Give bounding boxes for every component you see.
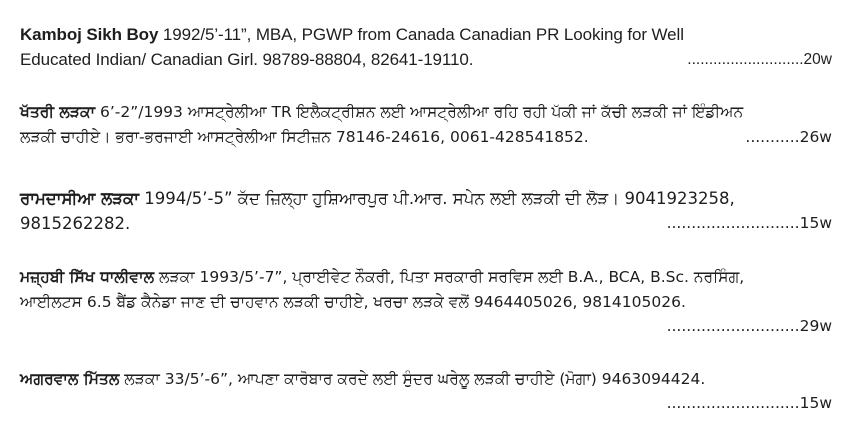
ad-price: ...........................15w [666, 394, 832, 412]
ad-text: 6’-2”/1993 ਆਸਟ੍ਰੇਲੀਆ TR ਇਲੈਕਟ੍ਰੀਸ਼ਨ ਲਈ ਆਸਟ੍ਰੇਲੀਆ ਰਹਿ ਰਹੀ ਪੱਕੀ ਜਾਂ ਕੱਚੀ ਲੜਕੀ ਜਾਂ ਇੰਡੀਅਨ [95, 103, 744, 121]
ad-name: Kamboj Sikh Boy [20, 25, 159, 44]
ad-price: ...........................15w [666, 214, 832, 232]
ad-line-1 [20, 100, 832, 125]
ad-price: ...........................20w [687, 51, 832, 68]
ad-name: ਖੱਤਰੀ ਲੜਕਾ [20, 103, 96, 121]
ad-line-1 [20, 186, 832, 211]
ad-line-2: 9815262282. [20, 214, 131, 233]
ad-text: 1994/5’-5” ਕੱਦ ਜ਼ਿਲ੍ਹਾ ਹੁਸ਼ਿਆਰਪੁਰ ਪੀ.ਆਰ. ਸਪੇਨ ਲਈ ਲੜਕੀ ਦੀ ਲੋੜ। 9041923258, [139, 189, 735, 208]
ad-name: ਮਜ਼੍ਹਬੀ ਸਿੱਖ ਧਾਲੀਵਾਲ [20, 268, 155, 286]
ad-listing [20, 100, 832, 150]
ad-name: ਅਗਰਵਾਲ ਮਿੱਤਲ [20, 370, 120, 388]
ad-listing [20, 367, 832, 414]
ad-price: ...........................29w [666, 317, 832, 335]
ad-line-2: ਆਈਲਟਸ 6.5 ਬੈਂਡ ਕੈਨੇਡਾ ਜਾਣ ਦੀ ਚਾਹਵਾਨ ਲੜਕੀ ਚਾਹੀਏ, ਖਰਚਾ ਲੜਕੇ ਵਲੋਂ 9464405026, 9814105026. [20, 293, 686, 311]
ad-price: ...........26w [745, 128, 832, 146]
ad-text: ਲੜਕਾ 1993/5’-7”, ਪ੍ਰਾਈਵੇਟ ਨੌਕਰੀ, ਪਿਤਾ ਸਰਕਾਰੀ ਸਰਵਿਸ ਲਈ B.A., BCA, B.Sc. ਨਰਸਿੰਗ, [154, 268, 745, 286]
ad-line-1 [20, 22, 832, 47]
ad-text: ਲੜਕੀ ਚਾਹੀਏ। ਭਰਾ-ਭਰਜਾਈ ਆਸਟ੍ਰੇਲੀਆ ਸਿਟੀਜ਼ਨ 78146-24616, 0061-428541852. [20, 128, 589, 146]
ad-line-1 [20, 265, 832, 290]
ad-listing [20, 265, 832, 337]
ad-listing [20, 186, 832, 236]
ad-listing [20, 22, 832, 72]
ad-line-2: Educated Indian/ Canadian Girl. 98789-88804, 82641-19110. [20, 50, 474, 69]
ad-line-1 [20, 367, 832, 392]
ad-text: ਲੜਕਾ 33/5’-6”, ਆਪਣਾ ਕਾਰੋਬਾਰ ਕਰਦੇ ਲਈ ਸੁੰਦਰ ਘਰੇਲੂ ਲੜਕੀ ਚਾਹੀਏ (ਮੋਗਾ) 9463094424. [119, 370, 706, 388]
ad-text: 1992/5’-11”, MBA, PGWP from Canada Canadian PR Looking for Well [158, 25, 684, 44]
ad-line-2 [20, 125, 832, 150]
classified-ads-page [20, 10, 832, 412]
ad-name: ਰਾਮਦਾਸੀਆ ਲੜਕਾ [20, 189, 140, 208]
